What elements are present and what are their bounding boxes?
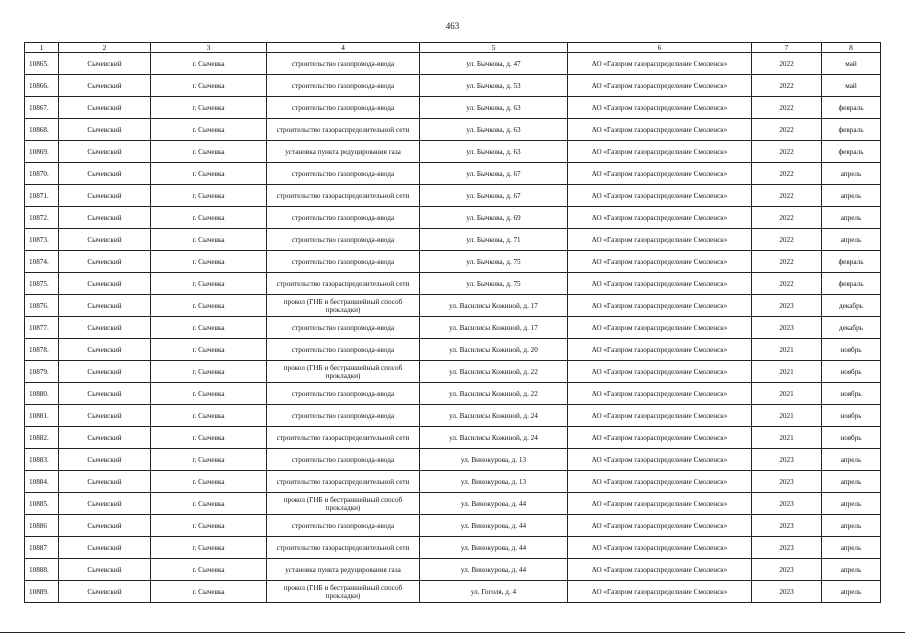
cell-settlement: г. Сычевка xyxy=(151,163,267,185)
table-row xyxy=(25,207,881,229)
cell-row-number: 10867. xyxy=(25,97,59,119)
cell-row-number: 10874. xyxy=(25,251,59,273)
cell-address: ул. Гоголя, д. 4 xyxy=(420,581,568,603)
cell-work-type: строительство газопровода-ввода xyxy=(267,383,420,405)
cell-row-number: 10875. xyxy=(25,273,59,295)
cell-district: Сычевский xyxy=(59,53,151,75)
cell-year: 2022 xyxy=(752,207,822,229)
cell-organization: АО «Газпром газораспределение Смоленск» xyxy=(568,383,752,405)
table-row xyxy=(25,471,881,493)
cell-month: апрель xyxy=(822,185,881,207)
table-row xyxy=(25,251,881,273)
cell-year: 2023 xyxy=(752,449,822,471)
column-header-8: 8 xyxy=(822,43,881,53)
cell-work-type: строительство газопровода-ввода xyxy=(267,75,420,97)
cell-organization: АО «Газпром газораспределение Смоленск» xyxy=(568,163,752,185)
cell-work-type: прокол (ГНБ и бестраншейный способ прокладки) xyxy=(267,581,420,603)
page-number: 463 xyxy=(445,21,460,31)
cell-month: ноябрь xyxy=(822,339,881,361)
cell-work-type: прокол (ГНБ и бестраншейный способ прокладки) xyxy=(267,295,420,317)
table-row xyxy=(25,405,881,427)
cell-row-number: 10885. xyxy=(25,493,59,515)
cell-month: май xyxy=(822,53,881,75)
cell-row-number: 10870. xyxy=(25,163,59,185)
cell-district: Сычевский xyxy=(59,229,151,251)
cell-address: ул. Винокурова, д. 13 xyxy=(420,471,568,493)
table-row xyxy=(25,229,881,251)
cell-row-number: 10866. xyxy=(25,75,59,97)
cell-row-number: 10883. xyxy=(25,449,59,471)
cell-settlement: г. Сычевка xyxy=(151,405,267,427)
cell-settlement: г. Сычевка xyxy=(151,339,267,361)
cell-month: апрель xyxy=(822,471,881,493)
cell-address: ул. Василисы Кожиной, д. 17 xyxy=(420,317,568,339)
cell-address: ул. Винокурова, д. 44 xyxy=(420,515,568,537)
cell-address: ул. Василисы Кожиной, д. 17 xyxy=(420,295,568,317)
cell-month: апрель xyxy=(822,537,881,559)
cell-year: 2021 xyxy=(752,427,822,449)
cell-year: 2023 xyxy=(752,581,822,603)
cell-address: ул. Бычкова, д. 47 xyxy=(420,53,568,75)
cell-row-number: 10878. xyxy=(25,339,59,361)
cell-address: ул. Бычкова, д. 63 xyxy=(420,97,568,119)
table-row xyxy=(25,53,881,75)
cell-address: ул. Винокурова, д. 44 xyxy=(420,559,568,581)
cell-year: 2022 xyxy=(752,119,822,141)
cell-settlement: г. Сычевка xyxy=(151,383,267,405)
cell-work-type: строительство газопровода-ввода xyxy=(267,207,420,229)
cell-organization: АО «Газпром газораспределение Смоленск» xyxy=(568,405,752,427)
table-row xyxy=(25,559,881,581)
cell-organization: АО «Газпром газораспределение Смоленск» xyxy=(568,185,752,207)
cell-district: Сычевский xyxy=(59,383,151,405)
cell-work-type: установка пункта редуцирования газа xyxy=(267,559,420,581)
cell-district: Сычевский xyxy=(59,141,151,163)
cell-row-number: 10871. xyxy=(25,185,59,207)
table-row xyxy=(25,141,881,163)
cell-address: ул. Бычкова, д. 75 xyxy=(420,251,568,273)
cell-address: ул. Бычкова, д. 69 xyxy=(420,207,568,229)
cell-address: ул. Василисы Кожиной, д. 24 xyxy=(420,405,568,427)
cell-settlement: г. Сычевка xyxy=(151,581,267,603)
cell-year: 2023 xyxy=(752,515,822,537)
table-row xyxy=(25,493,881,515)
header-row xyxy=(25,43,881,53)
cell-work-type: строительство газораспределительной сети xyxy=(267,427,420,449)
cell-work-type: строительство газораспределительной сети xyxy=(267,185,420,207)
cell-work-type: строительство газопровода-ввода xyxy=(267,229,420,251)
cell-month: ноябрь xyxy=(822,383,881,405)
cell-work-type: строительство газораспределительной сети xyxy=(267,119,420,141)
cell-organization: АО «Газпром газораспределение Смоленск» xyxy=(568,75,752,97)
cell-year: 2023 xyxy=(752,537,822,559)
cell-organization: АО «Газпром газораспределение Смоленск» xyxy=(568,119,752,141)
table-row xyxy=(25,383,881,405)
cell-settlement: г. Сычевка xyxy=(151,75,267,97)
cell-settlement: г. Сычевка xyxy=(151,229,267,251)
cell-organization: АО «Газпром газораспределение Смоленск» xyxy=(568,229,752,251)
cell-district: Сычевский xyxy=(59,339,151,361)
cell-year: 2023 xyxy=(752,493,822,515)
cell-settlement: г. Сычевка xyxy=(151,119,267,141)
cell-organization: АО «Газпром газораспределение Смоленск» xyxy=(568,537,752,559)
cell-settlement: г. Сычевка xyxy=(151,559,267,581)
cell-organization: АО «Газпром газораспределение Смоленск» xyxy=(568,53,752,75)
cell-address: ул. Бычкова, д. 67 xyxy=(420,185,568,207)
cell-year: 2022 xyxy=(752,141,822,163)
cell-address: ул. Бычкова, д. 67 xyxy=(420,163,568,185)
cell-month: февраль xyxy=(822,273,881,295)
cell-year: 2022 xyxy=(752,75,822,97)
cell-settlement: г. Сычевка xyxy=(151,537,267,559)
cell-district: Сычевский xyxy=(59,537,151,559)
table-row xyxy=(25,581,881,603)
table-row xyxy=(25,273,881,295)
cell-district: Сычевский xyxy=(59,163,151,185)
cell-settlement: г. Сычевка xyxy=(151,185,267,207)
table-row xyxy=(25,163,881,185)
cell-settlement: г. Сычевка xyxy=(151,471,267,493)
cell-organization: АО «Газпром газораспределение Смоленск» xyxy=(568,427,752,449)
cell-work-type: прокол (ГНБ и бестраншейный способ прокладки) xyxy=(267,361,420,383)
table-row xyxy=(25,75,881,97)
cell-year: 2022 xyxy=(752,229,822,251)
cell-organization: АО «Газпром газораспределение Смоленск» xyxy=(568,581,752,603)
cell-district: Сычевский xyxy=(59,493,151,515)
cell-row-number: 10876. xyxy=(25,295,59,317)
cell-month: ноябрь xyxy=(822,361,881,383)
bottom-rule xyxy=(0,632,905,633)
cell-settlement: г. Сычевка xyxy=(151,449,267,471)
column-header-3: 3 xyxy=(151,43,267,53)
column-header-5: 5 xyxy=(420,43,568,53)
cell-year: 2022 xyxy=(752,251,822,273)
column-header-2: 2 xyxy=(59,43,151,53)
cell-row-number: 10880. xyxy=(25,383,59,405)
cell-month: апрель xyxy=(822,515,881,537)
table-row xyxy=(25,295,881,317)
cell-organization: АО «Газпром газораспределение Смоленск» xyxy=(568,317,752,339)
cell-row-number: 10881. xyxy=(25,405,59,427)
cell-organization: АО «Газпром газораспределение Смоленск» xyxy=(568,141,752,163)
cell-row-number: 10887 xyxy=(25,537,59,559)
cell-work-type: строительство газопровода-ввода xyxy=(267,251,420,273)
cell-year: 2023 xyxy=(752,295,822,317)
data-table xyxy=(24,42,881,603)
cell-year: 2021 xyxy=(752,405,822,427)
cell-settlement: г. Сычевка xyxy=(151,317,267,339)
cell-organization: АО «Газпром газораспределение Смоленск» xyxy=(568,97,752,119)
cell-row-number: 10865. xyxy=(25,53,59,75)
table-row xyxy=(25,339,881,361)
cell-settlement: г. Сычевка xyxy=(151,141,267,163)
cell-year: 2022 xyxy=(752,273,822,295)
cell-organization: АО «Газпром газораспределение Смоленск» xyxy=(568,515,752,537)
cell-address: ул. Бычкова, д. 71 xyxy=(420,229,568,251)
cell-settlement: г. Сычевка xyxy=(151,493,267,515)
cell-year: 2022 xyxy=(752,53,822,75)
cell-year: 2021 xyxy=(752,383,822,405)
cell-district: Сычевский xyxy=(59,515,151,537)
cell-district: Сычевский xyxy=(59,361,151,383)
cell-address: ул. Бычкова, д. 53 xyxy=(420,75,568,97)
cell-month: май xyxy=(822,75,881,97)
cell-work-type: строительство газораспределительной сети xyxy=(267,537,420,559)
cell-row-number: 10879. xyxy=(25,361,59,383)
cell-work-type: установка пункта редуцирования газа xyxy=(267,141,420,163)
cell-district: Сычевский xyxy=(59,427,151,449)
cell-settlement: г. Сычевка xyxy=(151,361,267,383)
cell-work-type: прокол (ГНБ и бестраншейный способ прокладки) xyxy=(267,493,420,515)
cell-organization: АО «Газпром газораспределение Смоленск» xyxy=(568,493,752,515)
table-row xyxy=(25,185,881,207)
cell-work-type: строительство газопровода-ввода xyxy=(267,515,420,537)
cell-organization: АО «Газпром газораспределение Смоленск» xyxy=(568,361,752,383)
table-row xyxy=(25,537,881,559)
cell-row-number: 10888. xyxy=(25,559,59,581)
cell-settlement: г. Сычевка xyxy=(151,251,267,273)
cell-settlement: г. Сычевка xyxy=(151,207,267,229)
table-row xyxy=(25,449,881,471)
table-row xyxy=(25,317,881,339)
cell-work-type: строительство газопровода-ввода xyxy=(267,53,420,75)
cell-district: Сычевский xyxy=(59,559,151,581)
table-body xyxy=(25,53,881,603)
cell-work-type: строительство газопровода-ввода xyxy=(267,405,420,427)
cell-row-number: 10873. xyxy=(25,229,59,251)
cell-row-number: 10889. xyxy=(25,581,59,603)
cell-address: ул. Василисы Кожиной, д. 22 xyxy=(420,361,568,383)
table-row xyxy=(25,427,881,449)
cell-year: 2021 xyxy=(752,361,822,383)
cell-address: ул. Василисы Кожиной, д. 22 xyxy=(420,383,568,405)
cell-work-type: строительство газопровода-ввода xyxy=(267,317,420,339)
cell-row-number: 10868. xyxy=(25,119,59,141)
cell-address: ул. Бычкова, д. 63 xyxy=(420,119,568,141)
cell-district: Сычевский xyxy=(59,449,151,471)
cell-month: февраль xyxy=(822,97,881,119)
cell-year: 2022 xyxy=(752,185,822,207)
cell-month: апрель xyxy=(822,229,881,251)
cell-district: Сычевский xyxy=(59,75,151,97)
cell-work-type: строительство газопровода-ввода xyxy=(267,449,420,471)
cell-month: апрель xyxy=(822,449,881,471)
table-row xyxy=(25,119,881,141)
cell-year: 2021 xyxy=(752,339,822,361)
cell-work-type: строительство газораспределительной сети xyxy=(267,471,420,493)
table-row xyxy=(25,97,881,119)
cell-work-type: строительство газораспределительной сети xyxy=(267,273,420,295)
cell-organization: АО «Газпром газораспределение Смоленск» xyxy=(568,471,752,493)
cell-row-number: 10872. xyxy=(25,207,59,229)
cell-month: апрель xyxy=(822,163,881,185)
cell-address: ул. Винокурова, д. 44 xyxy=(420,493,568,515)
cell-settlement: г. Сычевка xyxy=(151,515,267,537)
cell-month: февраль xyxy=(822,119,881,141)
cell-district: Сычевский xyxy=(59,119,151,141)
cell-work-type: строительство газопровода-ввода xyxy=(267,163,420,185)
cell-row-number: 10869. xyxy=(25,141,59,163)
column-header-6: 6 xyxy=(568,43,752,53)
cell-month: апрель xyxy=(822,493,881,515)
cell-year: 2023 xyxy=(752,317,822,339)
cell-month: ноябрь xyxy=(822,427,881,449)
cell-month: февраль xyxy=(822,251,881,273)
column-header-1: 1 xyxy=(25,43,59,53)
cell-district: Сычевский xyxy=(59,251,151,273)
cell-settlement: г. Сычевка xyxy=(151,97,267,119)
cell-work-type: строительство газопровода-ввода xyxy=(267,97,420,119)
cell-address: ул. Винокурова, д. 13 xyxy=(420,449,568,471)
cell-district: Сычевский xyxy=(59,317,151,339)
cell-year: 2022 xyxy=(752,163,822,185)
cell-organization: АО «Газпром газораспределение Смоленск» xyxy=(568,207,752,229)
cell-month: апрель xyxy=(822,207,881,229)
cell-settlement: г. Сычевка xyxy=(151,273,267,295)
table-row xyxy=(25,515,881,537)
cell-organization: АО «Газпром газораспределение Смоленск» xyxy=(568,339,752,361)
cell-year: 2022 xyxy=(752,97,822,119)
cell-month: апрель xyxy=(822,559,881,581)
cell-organization: АО «Газпром газораспределение Смоленск» xyxy=(568,273,752,295)
cell-address: ул. Бычкова, д. 63 xyxy=(420,141,568,163)
cell-organization: АО «Газпром газораспределение Смоленск» xyxy=(568,251,752,273)
cell-organization: АО «Газпром газораспределение Смоленск» xyxy=(568,295,752,317)
table-row xyxy=(25,361,881,383)
cell-address: ул. Винокурова, д. 44 xyxy=(420,537,568,559)
cell-settlement: г. Сычевка xyxy=(151,295,267,317)
cell-year: 2023 xyxy=(752,471,822,493)
cell-district: Сычевский xyxy=(59,207,151,229)
cell-row-number: 10882. xyxy=(25,427,59,449)
cell-district: Сычевский xyxy=(59,405,151,427)
cell-district: Сычевский xyxy=(59,185,151,207)
cell-row-number: 10877. xyxy=(25,317,59,339)
cell-row-number: 10886 xyxy=(25,515,59,537)
column-header-7: 7 xyxy=(752,43,822,53)
cell-settlement: г. Сычевка xyxy=(151,427,267,449)
cell-month: декабрь xyxy=(822,295,881,317)
cell-year: 2023 xyxy=(752,559,822,581)
cell-organization: АО «Газпром газораспределение Смоленск» xyxy=(568,559,752,581)
cell-address: ул. Василисы Кожиной, д. 20 xyxy=(420,339,568,361)
cell-district: Сычевский xyxy=(59,97,151,119)
cell-work-type: строительство газопровода-ввода xyxy=(267,339,420,361)
cell-organization: АО «Газпром газораспределение Смоленск» xyxy=(568,449,752,471)
cell-district: Сычевский xyxy=(59,295,151,317)
cell-district: Сычевский xyxy=(59,273,151,295)
cell-settlement: г. Сычевка xyxy=(151,53,267,75)
cell-month: февраль xyxy=(822,141,881,163)
cell-address: ул. Василисы Кожиной, д. 24 xyxy=(420,427,568,449)
cell-district: Сычевский xyxy=(59,471,151,493)
cell-month: декабрь xyxy=(822,317,881,339)
cell-row-number: 10884. xyxy=(25,471,59,493)
cell-month: ноябрь xyxy=(822,405,881,427)
column-header-4: 4 xyxy=(267,43,420,53)
cell-month: апрель xyxy=(822,581,881,603)
cell-district: Сычевский xyxy=(59,581,151,603)
cell-address: ул. Бычкова, д. 75 xyxy=(420,273,568,295)
